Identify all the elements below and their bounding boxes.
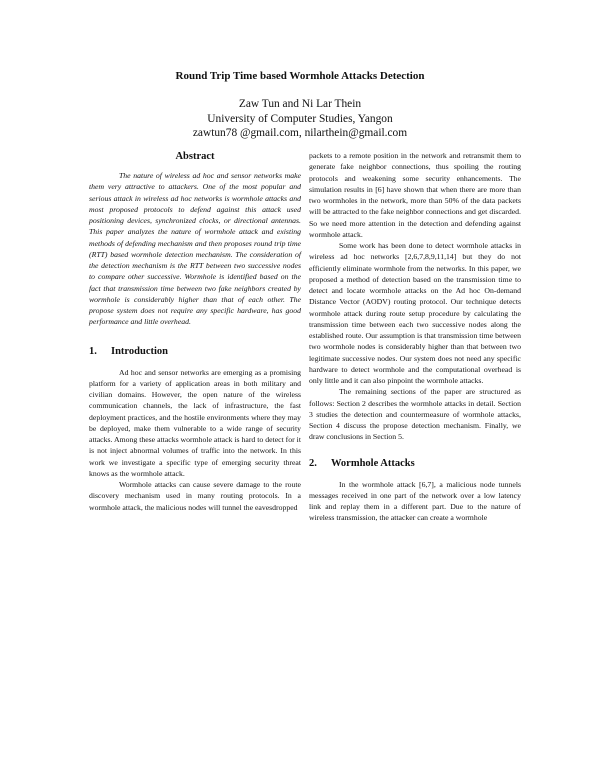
section-heading-wormhole-attacks: [309, 457, 521, 471]
intro-paragraph-4: The remaining sections of the paper are structured as follows: Section 2 describes the wormhole attacks in detail. Section 3 studies the detection and countermeasure of wormhole attacks, Section 4 discuss the propose detection mechanism. Finally, we draw conclusions in Section 5.: [309, 387, 521, 442]
author-names: Zaw Tun and Ni Lar Thein: [238, 98, 362, 110]
paper-title: Round Trip Time based Wormhole Attacks Detection: [175, 70, 425, 82]
author-affiliation: University of Computer Studies, Yangon: [207, 112, 393, 125]
author-emails: zawtun78 @gmail.com, nilarthein@gmail.com: [192, 127, 408, 139]
section-title: Introduction: [111, 345, 168, 357]
section-number: 2.: [309, 457, 317, 469]
left-column: [89, 150, 301, 513]
intro-paragraph-3: Some work has been done to detect wormhole attacks in wireless ad hoc networks [2,6,7,8,9,11,14] but they do not efficiently eliminate wormhole from the networks. In this paper, we proposed a method of detection based on the transmission time to detect and locate wormhole attacks on the Ad hoc On-demand Distance Vector (AODV) routing protocol. Our technique detects wormhole attack during route setup procedure by calculating the transmission time between each two successive nodes along the established route. Our assumption is that transmission time between two wormhole nodes is considerably higher than that between two legitimate successive nodes. Our system does not need any specific hardware to detect wormhole and the computational overhead is only little and it can also pinpoint the wormhole attacks.: [309, 241, 521, 385]
abstract-heading: Abstract: [175, 151, 215, 162]
section-number: 1.: [89, 345, 97, 357]
author-block: [0, 97, 600, 141]
abstract-text: The nature of wireless ad hoc and sensor networks make them very attractive to attackers. One of the most popular and serious attack in wireless ad hoc networks is wormhole attacks and most proposed protocols to defend against this attack used positioning devices, synchronized clocks, or directional antennas. This paper analyzes the nature of wormhole attack and existing methods of defending mechanism and then proposes round trip time (RTT) based wormhole detection mechanism. The consideration of the detection mechanism is the RTT between two successive nodes to compare other successive. Wormhole is identified based on the fact that transmission time between two fake neighbors created by wormhole is considerably higher than that of each other. The propose system does not require any specific hardware, has good performance and little overhead.: [89, 171, 301, 327]
intro-paragraph-2: Wormhole attacks can cause severe damage to the route discovery mechanism used in many routing protocols. In a wormhole attack, the malicious nodes will tunnel the eavesdropped: [89, 480, 301, 512]
intro-paragraph-2-continued: packets to a remote position in the network and retransmit them to generate fake neighbor connections, thus spoiling the routing protocols and weakening some security enhancements. The simulation results in [6] have shown that when there are more than two wormholes in the network, more than 50% of the data packets will be attracted to the fake neighbor connections and get discarded. So we need more attention in the detection and defending against wormhole attack.: [309, 151, 521, 239]
intro-paragraph-1: Ad hoc and sensor networks are emerging as a promising platform for a variety of application areas in both military and civilian domains. However, the open nature of the wireless communication channels, the lack of infrastructure, the fast deployment practices, and the hostile environments where they may be deployed, make them vulnerable to a wide range of security attacks. Among these attacks wormhole attack is hard to detect for it is not inject abnormal volumes of traffic into the network. In this work we investigate a specific type of emerging security threat knows as the wormhole attack.: [89, 367, 301, 478]
wormhole-paragraph-1: In the wormhole attack [6,7], a malicious node tunnels messages received in one part of the network over a low latency link and replay them in a different part. Due to the nature of wireless transmission, the attacker can create a wormhole: [309, 479, 521, 523]
section-heading-introduction: [89, 345, 301, 359]
section-title: Wormhole Attacks: [331, 457, 415, 469]
right-column: [309, 150, 521, 524]
